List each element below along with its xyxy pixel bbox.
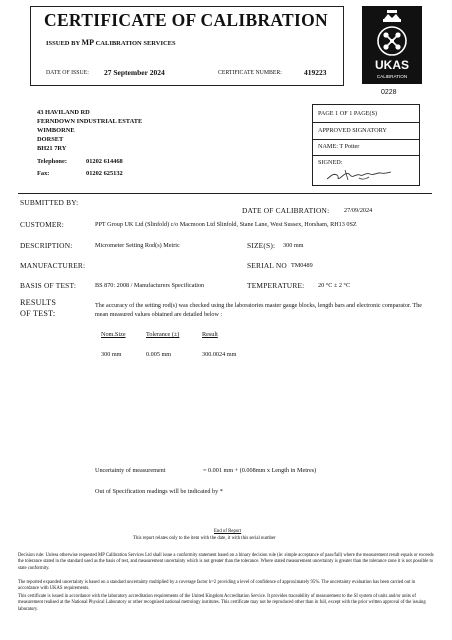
- end-of-report: End of Report: [214, 529, 242, 534]
- issued-by-mp: MP: [81, 38, 94, 47]
- submitted-by-label: SUBMITTED BY:: [20, 198, 79, 207]
- address-line: WIMBORNE: [37, 127, 75, 134]
- certificate-number-value: 419223: [304, 68, 327, 77]
- ukas-logo: [362, 6, 422, 84]
- signatory-name: NAME: T Potter: [318, 143, 360, 150]
- page-count: PAGE 1 OF 1 PAGE(S): [318, 110, 378, 117]
- signed-label: SIGNED:: [318, 159, 343, 166]
- customer-value: PPT Group UK Ltd (Slinfold) c/o Macmoon Ltd Slinfold, Stane Lane, West Sussex, Horsham, RH13 0SZ: [95, 221, 357, 228]
- date-of-issue-label: DATE OF ISSUE:: [46, 70, 89, 76]
- manufacturer-label: MANUFACTURER:: [20, 261, 86, 270]
- column-header-nominal-size: Nom.Size: [101, 331, 126, 338]
- uncertainty-label: Uncertainty of measurement: [95, 467, 166, 474]
- column-header-tolerance: Tolerance (±): [146, 331, 180, 338]
- ukas-subtext: CALIBRATION: [376, 74, 408, 79]
- size-label: SIZE(S):: [247, 241, 276, 250]
- telephone-label: Telephone:: [37, 158, 67, 165]
- out-of-spec-note: Out of Specification readings will be indicated by *: [95, 488, 223, 495]
- issued-by-company: CALIBRATION SERVICES: [95, 40, 176, 47]
- address-line: 43 HAVILAND RD: [37, 109, 90, 116]
- basis-of-test-label: BASIS OF TEST:: [20, 281, 77, 290]
- fax-label: Fax:: [37, 170, 50, 177]
- end-of-report-note: This report relates only to the item with the date, it with this serial number: [133, 536, 276, 541]
- certificate-number-label: CERTIFICATE NUMBER:: [218, 70, 282, 76]
- basis-of-test-value: BS 870: 2008 / Manufacturers Specification: [95, 282, 205, 289]
- date-of-calibration-value: 27/09/2024: [344, 207, 373, 214]
- temperature-label: TEMPERATURE:: [247, 281, 305, 290]
- issued-by-prefix: ISSUED BY: [46, 40, 80, 47]
- result-nominal-size: 300 mm: [101, 351, 122, 358]
- page-count-row: [313, 105, 419, 123]
- result-tolerance: 0.005 mm: [146, 351, 172, 358]
- fax-value: 01202 625132: [86, 170, 123, 177]
- results-heading: [20, 297, 56, 319]
- description-label: DESCRIPTION:: [20, 241, 73, 250]
- size-value: 300 mm: [283, 242, 304, 249]
- results-heading-line1: RESULTS: [20, 298, 57, 307]
- signatory-name-row: [313, 139, 419, 156]
- address-line: DORSET: [37, 136, 64, 143]
- approved-signatory-row: [313, 122, 419, 140]
- ukas-text: UKAS: [374, 58, 410, 72]
- uncertainty-value: = 0.001 mm + (0.008mm x Length in Metres): [203, 467, 317, 474]
- traceability-text: This certificate is issued in accordance with the laboratory accreditation requirements of the United Kingdom Accreditation Service. It provides traceability of measurement to the SI system of units and/or units of measurement realised at the National Physical Laboratory or other recognised national metrology institutes. This certificate may not be reproduced other than in full, except with the prior written approval of the issuing laboratory.: [18, 594, 426, 612]
- decision-rule-text: Decision rule: Unless otherwise requested MP Calibration Services Ltd shall issue a conformity statement based on a binary decision rule (ie: simple acceptance of pass/fail) where the measurement result equals or exceeds the tolerance stated in the standard used as the basis of test, and measurement uncertainty which is not greater than the tolerance. Where stated measurement uncertainty is greater than the tolerance zone it is not possible to state conformity.: [18, 553, 434, 571]
- ukas-lab-number: 0228: [381, 89, 397, 96]
- result-value: 300.0024 mm: [202, 351, 237, 358]
- date-of-issue-value: 27 September 2024: [104, 68, 165, 77]
- signature-icon: [325, 166, 395, 184]
- date-of-calibration-label: DATE OF CALIBRATION:: [242, 206, 330, 215]
- customer-label: CUSTOMER:: [20, 220, 64, 229]
- address-line: BH21 7RY: [37, 145, 67, 152]
- description-value: Micrometer Setting Rod(s) Metric: [95, 242, 180, 249]
- serial-number-value: TM0489: [291, 262, 313, 269]
- certificate-title: CERTIFICATE OF CALIBRATION: [44, 10, 328, 30]
- approved-signatory: APPROVED SIGNATORY: [318, 127, 387, 134]
- address-line: FERNDOWN INDUSTRIAL ESTATE: [37, 118, 143, 125]
- column-header-result: Result: [202, 331, 218, 338]
- telephone-value: 01202 614468: [86, 158, 123, 165]
- issued-by: [46, 38, 176, 47]
- section-divider: [18, 193, 432, 194]
- results-heading-line2: OF TEST:: [20, 309, 56, 318]
- ukas-crown-emblem-icon: [362, 6, 422, 84]
- serial-number-label: SERIAL NO: [247, 261, 287, 270]
- signatory-box: [312, 104, 420, 186]
- temperature-value: 20 °C ± 2 °C: [318, 282, 351, 289]
- results-description: The accuracy of the setting rod(s) was checked using the laboratories master gauge blocks, length bars and electronic comparator. The mean measured values obtained are detailed below :: [95, 303, 422, 318]
- uncertainty-statement-text: The reported expanded uncertainty is based on a standard uncertainty multiplied by a coverage factor k=2 providing a level of confidence of approximately 95%. The uncertainty evaluation has been carried out in accordance with UKAS requirements.: [18, 580, 416, 592]
